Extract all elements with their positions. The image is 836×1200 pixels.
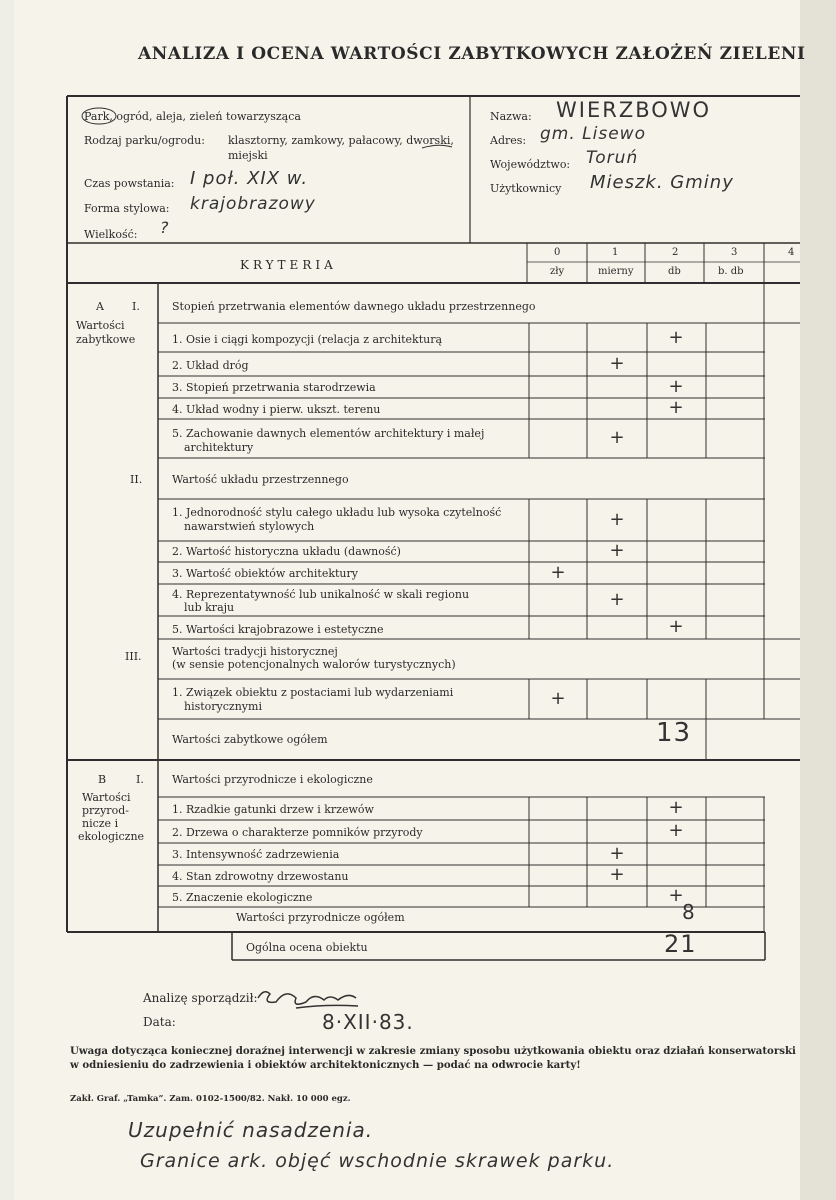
forma-value: krajobrazowy: [190, 194, 316, 214]
score-mark-b-5: +: [668, 885, 684, 906]
score-mark-b-2: +: [668, 820, 684, 841]
criterion-a3-1: 1. Związek obiektu z postaciami lub wydarzeniami: [172, 686, 454, 699]
wielkosc-label: Wielkość:: [84, 228, 138, 241]
uzytkownicy-label: Użytkownicy: [490, 182, 562, 195]
score-mark-b-3: +: [609, 843, 625, 864]
section-b-title-2: przyrod-: [82, 804, 129, 817]
overall-value: 21: [664, 930, 697, 958]
scale-number-2: 2: [672, 247, 679, 258]
scale-number-4: 4: [788, 247, 795, 258]
scale-number-3: 3: [731, 247, 738, 258]
signature-scribble: [258, 992, 358, 1008]
group-2-title: Wartość układu przestrzennego: [172, 473, 349, 486]
criterion-a1-2: 2. Układ dróg: [172, 359, 249, 372]
score-mark-a-10: +: [668, 616, 684, 637]
data-label: Data:: [143, 1015, 176, 1029]
criteria-header: KRYTERIA: [240, 258, 337, 272]
wielkosc-value: ?: [160, 218, 170, 237]
criterion-a1-5-cont: architektury: [184, 441, 254, 454]
section-b-numeral: I.: [136, 773, 144, 786]
nazwa-value: WIERZBOWO: [556, 98, 712, 122]
czas-value: I poł. XIX w.: [190, 168, 309, 189]
score-mark-b-4: +: [609, 864, 625, 885]
score-mark-a-9: +: [609, 589, 625, 610]
adres-label: Adres:: [490, 134, 527, 147]
criterion-a2-3: 3. Wartość obiektów architektury: [172, 567, 358, 580]
score-mark-a-11: +: [550, 688, 566, 709]
score-mark-a-3: +: [668, 376, 684, 397]
forma-label: Forma stylowa:: [84, 202, 170, 215]
uzytkownicy-value: Mieszk. Gminy: [590, 172, 734, 193]
section-a-title: Wartości: [76, 319, 125, 332]
adres-value: gm. Lisewo: [540, 124, 646, 144]
handwritten-note-2: Granice ark. objęć wschodnie skrawek parku.: [140, 1150, 615, 1172]
section-a-total-label: Wartości zabytkowe ogółem: [172, 733, 328, 746]
criterion-a1-1: 1. Osie i ciągi kompozycji (relacja z architekturą: [172, 333, 443, 346]
date-value: 8·XII·83.: [322, 1010, 414, 1034]
criterion-a2-4: 4. Reprezentatywność lub unikalność w skali regionu: [172, 588, 470, 601]
criterion-b-5: 5. Znaczenie ekologiczne: [172, 891, 313, 904]
score-mark-a-4: +: [668, 397, 684, 418]
criterion-b-2: 2. Drzewa o charakterze pomników przyrody: [172, 826, 423, 839]
section-b-group-title: Wartości przyrodnicze i ekologiczne: [172, 773, 373, 786]
criterion-a1-5: 5. Zachowanie dawnych elementów architektury i małej: [172, 427, 485, 440]
uwaga-line-1: Uwaga dotycząca koniecznej doraźnej interwencji w zakresie zmiany sposobu użytkowania obiektu oraz działań konserwatorski: [70, 1045, 796, 1057]
section-a-numeral-2: II.: [130, 473, 143, 486]
section-a-letter: A: [96, 300, 104, 313]
criterion-a1-4: 4. Układ wodny i pierw. ukszt. terenu: [172, 403, 381, 416]
rodzaj-options-cont: miejski: [228, 149, 268, 162]
section-b-letter: B: [98, 773, 107, 786]
scale-label-3: b. db: [718, 266, 744, 277]
section-a-numeral-3: III.: [125, 650, 142, 663]
group-3-title-cont: (w sensie potencjonalnych walorów turystycznych): [172, 658, 456, 671]
section-b-title: Wartości: [82, 791, 131, 804]
scale-label-0: zły: [550, 266, 565, 277]
criterion-a1-3: 3. Stopień przetrwania starodrzewia: [172, 381, 376, 394]
score-mark-a-5: +: [609, 427, 625, 448]
criterion-a2-2: 2. Wartość historyczna układu (dawność): [172, 545, 401, 558]
criterion-a3-1-cont: historycznymi: [184, 700, 262, 713]
criterion-a2-4-cont: lub kraju: [184, 601, 235, 614]
criterion-a2-1: 1. Jednorodność stylu całego układu lub wysoka czytelność: [172, 506, 502, 519]
criterion-a2-1-cont: nawarstwień stylowych: [184, 520, 315, 533]
wojewodztwo-value: Toruń: [586, 148, 639, 168]
score-mark-a-2: +: [609, 353, 625, 374]
criterion-b-1: 1. Rzadkie gatunki drzew i krzewów: [172, 803, 374, 816]
scale-label-2: db: [668, 266, 681, 277]
score-mark-a-8: +: [550, 562, 566, 583]
scale-number-0: 0: [554, 247, 561, 258]
overall-label: Ogólna ocena obiektu: [246, 941, 368, 954]
section-a-numeral-1: I.: [132, 300, 140, 313]
scale-number-1: 1: [612, 247, 619, 258]
criterion-b-4: 4. Stan zdrowotny drzewostanu: [172, 870, 349, 883]
group-1-title: Stopień przetrwania elementów dawnego układu przestrzennego: [172, 300, 536, 313]
section-b-total-label: Wartości przyrodnicze ogółem: [236, 911, 405, 924]
criterion-a2-5: 5. Wartości krajobrazowe i estetyczne: [172, 623, 384, 636]
form-title: ANALIZA I OCENA WARTOŚCI ZABYTKOWYCH ZAŁOŻEŃ ZIELENI: [138, 44, 806, 64]
czas-label: Czas powstania:: [84, 177, 175, 190]
section-a-title-cont: zabytkowe: [76, 333, 136, 346]
rodzaj-label: Rodzaj parku/ogrodu:: [84, 134, 205, 147]
criterion-b-3: 3. Intensywność zadrzewienia: [172, 848, 340, 861]
rodzaj-options: klasztorny, zamkowy, pałacowy, dworski,: [228, 134, 454, 147]
score-mark-b-1: +: [668, 797, 684, 818]
handwritten-note-1: Uzupełnić nasadzenia.: [128, 1118, 374, 1142]
printer-line: Zakł. Graf. „Tamka”. Zam. 0102-1500/82. Nakł. 10 000 egz.: [70, 1094, 351, 1104]
nazwa-label: Nazwa:: [490, 110, 532, 123]
scale-label-1: mierny: [598, 266, 634, 277]
uwaga-line-2: w odniesieniu do zadrzewienia i obiektów architektonicznych — podać na odwrocie karty!: [70, 1059, 581, 1071]
section-a-total-value: 13: [656, 718, 692, 748]
section-b-total-value: 8: [682, 900, 696, 924]
wojewodztwo-label: Województwo:: [490, 158, 571, 171]
score-mark-a-6: +: [609, 509, 625, 530]
group-3-title: Wartości tradycji historycznej: [172, 645, 338, 658]
section-b-title-4: ekologiczne: [78, 830, 145, 843]
analiza-label: Analizę sporządził:: [143, 991, 258, 1005]
score-mark-a-7: +: [609, 540, 625, 561]
score-mark-a-1: +: [668, 327, 684, 348]
section-b-title-3: nicze i: [82, 817, 119, 830]
object-type-line: Park, ogród, aleja, zieleń towarzysząca: [84, 110, 301, 123]
